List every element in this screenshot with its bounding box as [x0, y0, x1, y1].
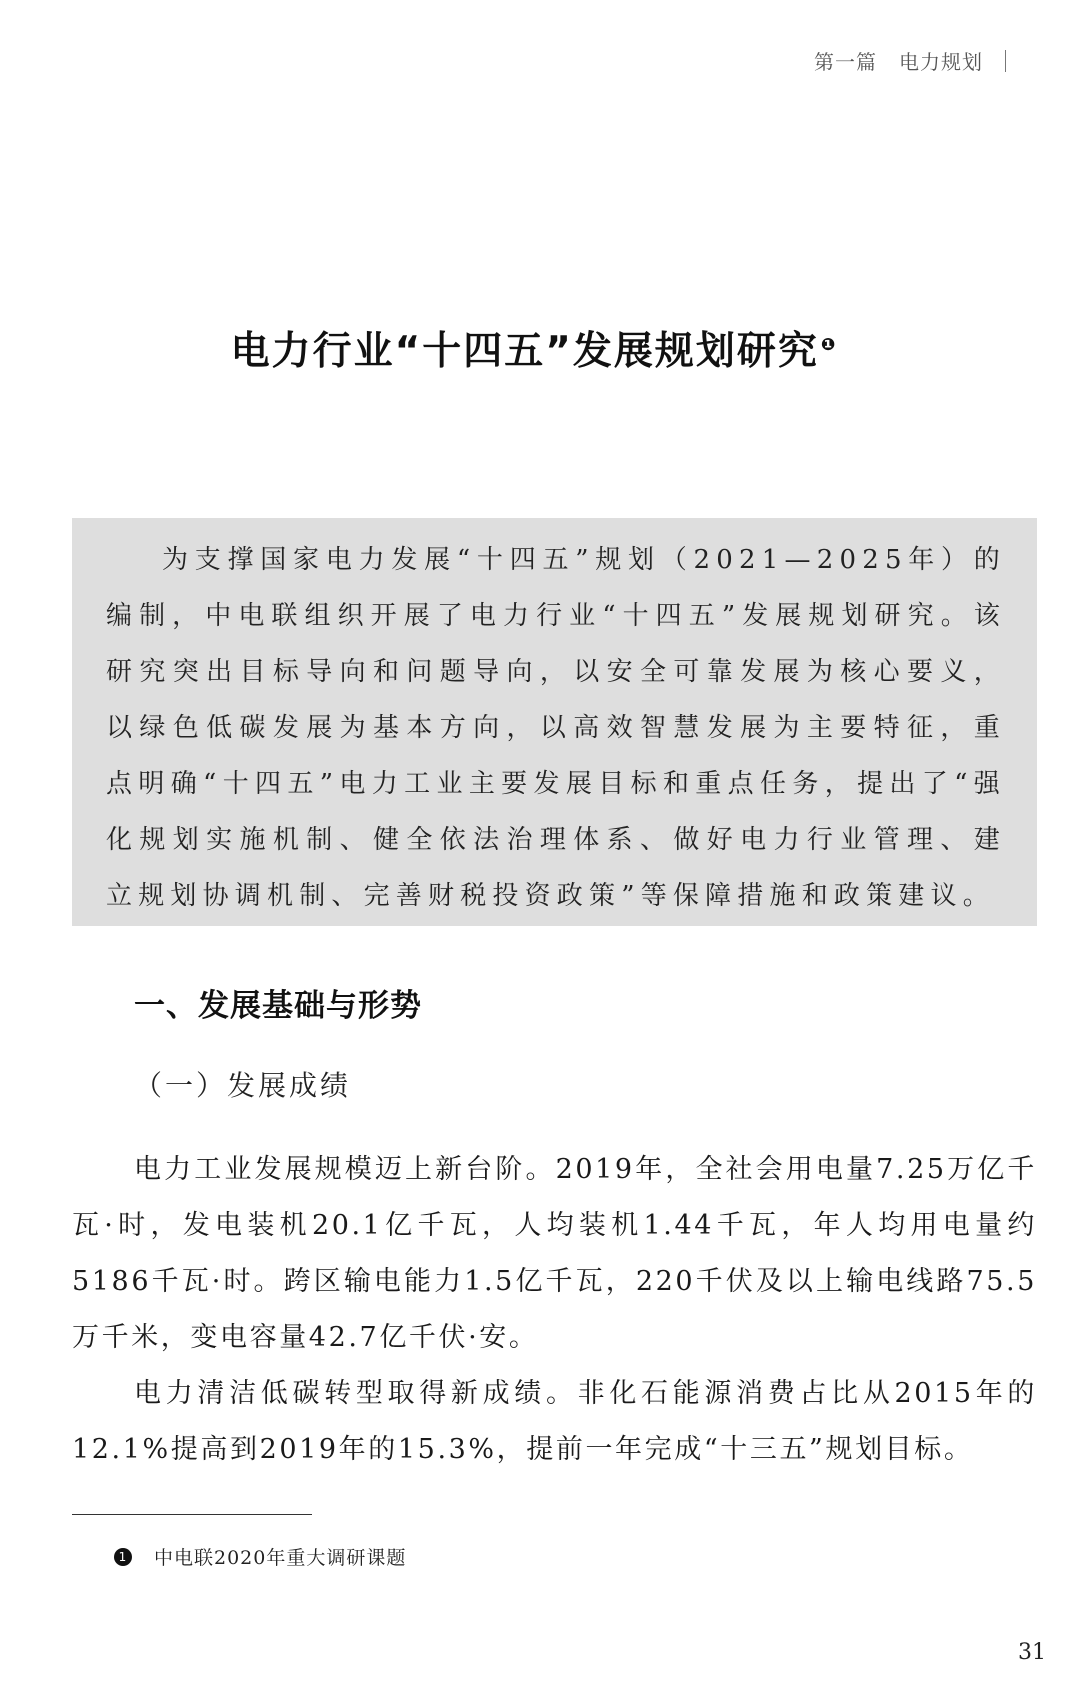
page-number: 31 — [1018, 1640, 1046, 1665]
title-text: 电力行业“十四五”发展规划研究 — [230, 329, 819, 374]
title-footnote-ref[interactable]: ❶ — [820, 335, 838, 355]
abstract-text: 为支撑国家电力发展“十四五”规划（2021—2025年）的编制，中电联组织开展了电力行业“十四五”发展规划研究。该研究突出目标导向和问题导向，以安全可靠发展为核心要义，以绿色低碳发展为基本方向，以高效智慧发展为主要特征，重点明确“十四五”电力工业主要发展目标和重点任务，提出了“强化规划实施机制、健全依法治理体系、做好电力行业管理、建立规划协调机制、完善财税投资政策”等保障措施和政策建议。 — [106, 545, 1006, 911]
header-divider — [1005, 50, 1006, 72]
body-paragraph-1: 电力工业发展规模迈上新台阶。2019年，全社会用电量7.25万亿千瓦·时，发电装机20.1亿千瓦，人均装机1.44千瓦，年人均用电量约5186千瓦·时。跨区输电能力1.5亿千瓦，220千伏及以上输电线路75.5万千米，变电容量42.7亿千伏·安。 — [72, 1154, 1037, 1353]
body-paragraph-2: 电力清洁低碳转型取得新成绩。非化石能源消费占比从2015年的12.1%提高到2019年的15.3%，提前一年完成“十三五”规划目标。 — [72, 1378, 1037, 1465]
section-heading: 一、发展基础与形势 — [134, 988, 422, 1024]
footnote-text: 中电联2020年重大调研课题 — [154, 1547, 407, 1569]
abstract-box — [72, 518, 1037, 926]
running-header — [814, 46, 1006, 75]
footnote — [114, 1543, 406, 1570]
footnote-divider — [72, 1514, 312, 1515]
header-section: 电力规划 — [899, 50, 983, 74]
subsection-heading: （一）发展成绩 — [134, 1069, 352, 1102]
footnote-marker: 1 — [114, 1548, 132, 1566]
page-title — [0, 320, 1068, 376]
header-part: 第一篇 — [814, 50, 877, 74]
